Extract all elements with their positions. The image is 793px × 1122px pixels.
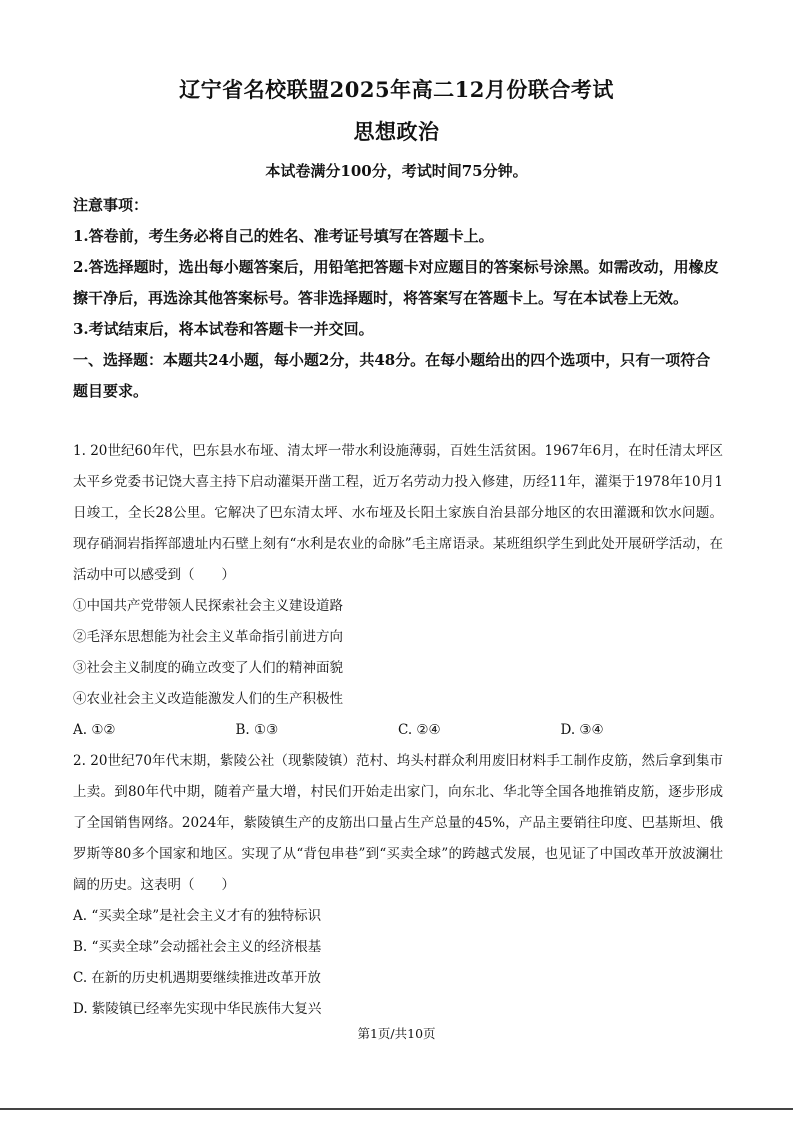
exam-info: 本试卷满分100分，考试时间75分钟。 xyxy=(265,162,528,180)
question-2-stem: 2. 20世纪70年代末期，紫陵公社（现紫陵镇）范村、坞头村群众利用废旧材料手工制作皮筋，然后拿到集市上卖。到80年代中期，随着产量大增，村民们开始走出家门，向东北、华北等全国各地推销皮筋，逐步形成了全国销售网络。2024年，紫陵镇生产的皮筋出口量占生产总量的45%，产品主要销往印度、巴基斯坦、俄罗斯等80多个国家和地区。实现了从“背包串巷”到“买卖全球”的跨越式发展，也见证了中国改革开放波澜壮阔的历史。这表明（ ） xyxy=(73,753,723,893)
page-number: 第1页/共10页 xyxy=(357,1026,436,1041)
statement-1: ①中国共产党带领人民探索社会主义建设道路 xyxy=(73,598,343,614)
notice-item-1: 1.答卷前，考生务必将自己的姓名、准考证号填写在答题卡上。 xyxy=(73,227,494,245)
option-c: C. 在新的历史机遇期要继续推进改革开放 xyxy=(73,970,321,986)
option-c: C. ②④ xyxy=(398,722,441,738)
bottom-divider xyxy=(0,1108,793,1110)
option-b: B. “买卖全球”会动摇社会主义的经济根基 xyxy=(73,939,322,955)
notice-section xyxy=(73,190,723,407)
section-heading: 一、选择题：本题共24小题，每小题2分，共48分。在每小题给出的四个选项中，只有一项符合题目要求。 xyxy=(73,351,711,400)
question-1-options xyxy=(73,715,723,746)
notice-item-2: 2.答选择题时，选出每小题答案后，用铅笔把答题卡对应题目的答案标号涂黑。如需改动，用橡皮擦干净后，再选涂其他答案标号。答非选择题时，将答案写在答题卡上。写在本试卷上无效。 xyxy=(73,258,719,307)
option-b: B. ①③ xyxy=(235,722,279,738)
statement-2: ②毛泽东思想能为社会主义革命指引前进方向 xyxy=(73,629,343,645)
notice-heading: 注意事项： xyxy=(73,196,149,214)
question-1-stem: 1. 20世纪60年代，巴东县水布垭、清太坪一带水利设施薄弱，百姓生活贫困。1967年6月，在时任清太坪区太平乡党委书记饶大喜主持下启动灌渠开凿工程，近万名劳动力投入修建，历经11年，灌渠于1978年10月1日竣工，全长28公里。它解决了巴东清太坪、水布垭及长阳土家族自治县部分地区的农田灌溉和饮水问题。现存硝洞岩指挥部遗址内石壁上刻有“水利是农业的命脉”毛主席语录。某班组织学生到此处开展研学活动，在活动中可以感受到（ ） xyxy=(73,443,723,583)
question-1 xyxy=(73,436,723,746)
question-2 xyxy=(73,746,723,1025)
option-d: D. 紫陵镇已经率先实现中华民族伟大复兴 xyxy=(73,1001,322,1017)
statement-4: ④农业社会主义改造能激发人们的生产积极性 xyxy=(73,691,343,707)
exam-title: 辽宁省名校联盟2025年高二12月份联合考试 xyxy=(179,77,614,102)
option-d: D. ③④ xyxy=(560,722,604,738)
notice-item-3: 3.考试结束后，将本试卷和答题卡一并交回。 xyxy=(73,320,374,338)
subject-title: 思想政治 xyxy=(353,119,440,144)
option-a: A. ①② xyxy=(73,722,116,738)
option-a: A. “买卖全球”是社会主义才有的独特标识 xyxy=(73,908,322,924)
statement-3: ③社会主义制度的确立改变了人们的精神面貌 xyxy=(73,660,343,676)
